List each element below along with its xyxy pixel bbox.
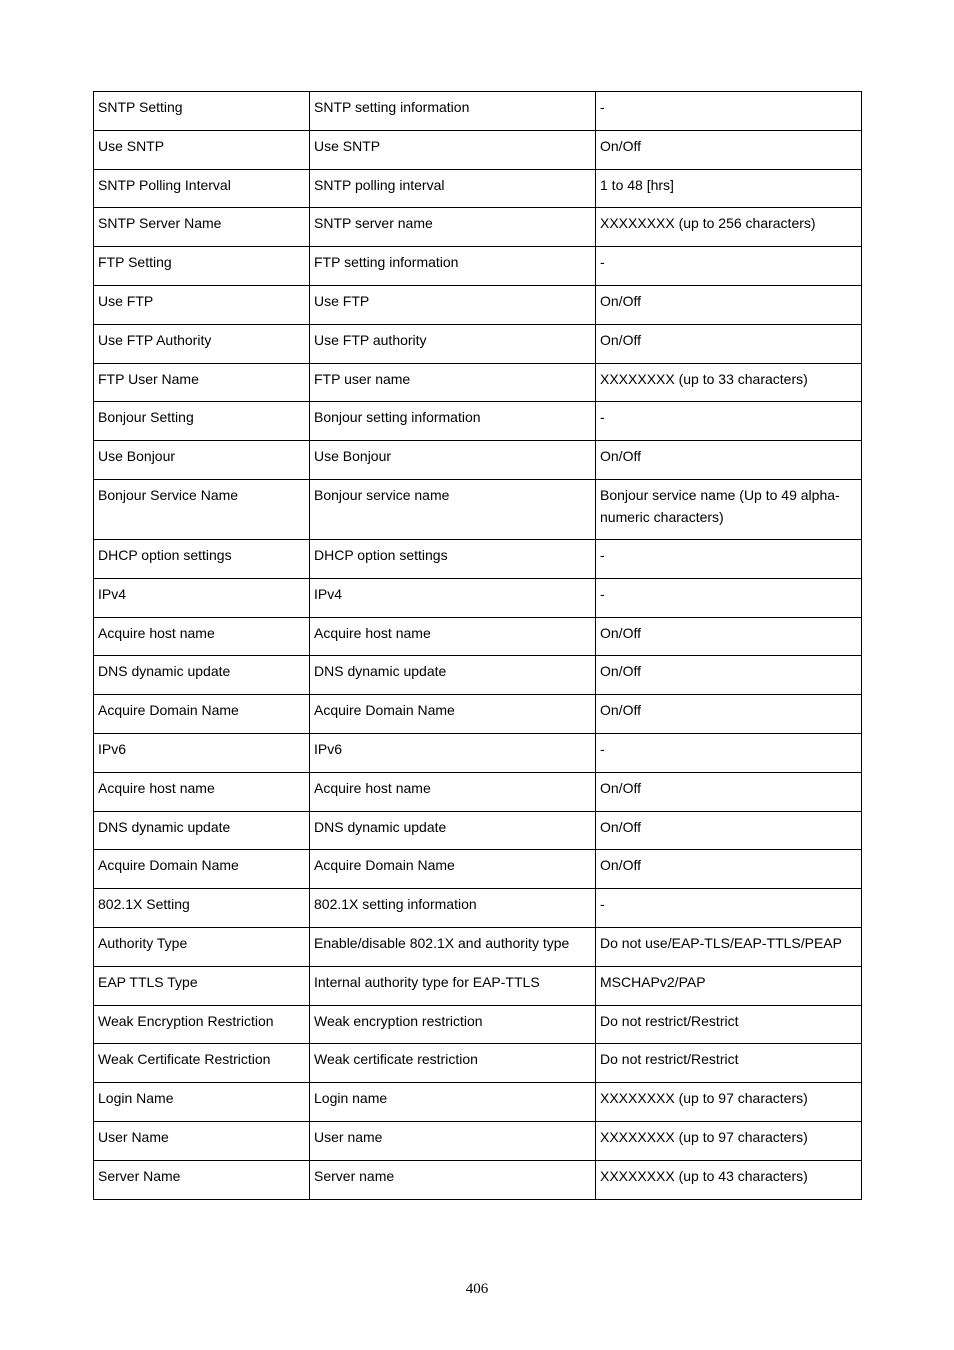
table-row [94,130,862,169]
setting-name-cell: Use FTP Authority [94,324,310,363]
table-row [94,850,862,889]
setting-name-cell: DHCP option settings [94,539,310,578]
setting-name-cell: Acquire host name [94,617,310,656]
table-row [94,539,862,578]
setting-value-cell: On/Off [596,617,862,656]
setting-name-cell: Authority Type [94,927,310,966]
setting-description-cell: SNTP server name [310,208,596,247]
table-row [94,656,862,695]
setting-description-cell: Login name [310,1083,596,1122]
setting-name-cell: Use Bonjour [94,441,310,480]
setting-name-cell: Login Name [94,1083,310,1122]
setting-name-cell: Weak Certificate Restriction [94,1044,310,1083]
setting-description-cell: DHCP option settings [310,539,596,578]
setting-value-cell: On/Off [596,811,862,850]
table-row [94,695,862,734]
setting-name-cell: SNTP Server Name [94,208,310,247]
setting-value-cell: - [596,539,862,578]
table-row [94,966,862,1005]
table-row [94,578,862,617]
setting-name-cell: FTP Setting [94,247,310,286]
setting-description-cell: Acquire host name [310,617,596,656]
setting-name-cell: Acquire Domain Name [94,695,310,734]
setting-description-cell: SNTP setting information [310,92,596,131]
setting-name-cell: IPv4 [94,578,310,617]
setting-description-cell: FTP setting information [310,247,596,286]
setting-value-cell: On/Off [596,324,862,363]
setting-name-cell: Acquire host name [94,772,310,811]
table-row [94,285,862,324]
table-row [94,169,862,208]
table-row [94,927,862,966]
setting-value-cell: Do not restrict/Restrict [596,1044,862,1083]
setting-value-cell: On/Off [596,130,862,169]
table-row [94,402,862,441]
table-row [94,1160,862,1199]
setting-name-cell: Weak Encryption Restriction [94,1005,310,1044]
setting-value-cell: - [596,733,862,772]
setting-name-cell: DNS dynamic update [94,811,310,850]
setting-name-cell: Use SNTP [94,130,310,169]
setting-value-cell: 1 to 48 [hrs] [596,169,862,208]
setting-description-cell: FTP user name [310,363,596,402]
table-row [94,363,862,402]
setting-name-cell: Bonjour Service Name [94,479,310,539]
setting-description-cell: SNTP polling interval [310,169,596,208]
setting-name-cell: Acquire Domain Name [94,850,310,889]
setting-description-cell: Use Bonjour [310,441,596,480]
setting-value-cell: MSCHAPv2/PAP [596,966,862,1005]
setting-description-cell: Server name [310,1160,596,1199]
page-number: 406 [465,1281,489,1297]
setting-description-cell: User name [310,1121,596,1160]
setting-description-cell: Bonjour setting information [310,402,596,441]
setting-value-cell: - [596,889,862,928]
setting-value-cell: Do not use/EAP-TLS/EAP-TTLS/PEAP [596,927,862,966]
table-row [94,889,862,928]
setting-value-cell: XXXXXXXX (up to 97 characters) [596,1083,862,1122]
table-row [94,441,862,480]
table-row [94,1083,862,1122]
setting-value-cell: XXXXXXXX (up to 33 characters) [596,363,862,402]
setting-description-cell: DNS dynamic update [310,656,596,695]
setting-value-cell: On/Off [596,441,862,480]
setting-value-cell: XXXXXXXX (up to 97 characters) [596,1121,862,1160]
setting-description-cell: Enable/disable 802.1X and authority type [310,927,596,966]
setting-description-cell: IPv4 [310,578,596,617]
setting-value-cell: XXXXXXXX (up to 256 characters) [596,208,862,247]
setting-description-cell: Internal authority type for EAP-TTLS [310,966,596,1005]
setting-name-cell: IPv6 [94,733,310,772]
table-row [94,1044,862,1083]
setting-name-cell: SNTP Polling Interval [94,169,310,208]
setting-value-cell: - [596,247,862,286]
setting-name-cell: FTP User Name [94,363,310,402]
setting-value-cell: Do not restrict/Restrict [596,1005,862,1044]
setting-value-cell: On/Off [596,850,862,889]
setting-value-cell: On/Off [596,656,862,695]
setting-description-cell: Acquire Domain Name [310,850,596,889]
table-row [94,479,862,539]
settings-table-body [94,92,862,1200]
table-row [94,208,862,247]
setting-description-cell: Bonjour service name [310,479,596,539]
table-row [94,772,862,811]
setting-value-cell: - [596,92,862,131]
setting-description-cell: Weak certificate restriction [310,1044,596,1083]
setting-name-cell: DNS dynamic update [94,656,310,695]
setting-name-cell: 802.1X Setting [94,889,310,928]
setting-value-cell: - [596,402,862,441]
setting-description-cell: Use FTP authority [310,324,596,363]
table-row [94,247,862,286]
setting-value-cell: XXXXXXXX (up to 43 characters) [596,1160,862,1199]
table-row [94,324,862,363]
setting-value-cell: - [596,578,862,617]
setting-value-cell: On/Off [596,772,862,811]
setting-description-cell: DNS dynamic update [310,811,596,850]
table-row [94,92,862,131]
setting-name-cell: EAP TTLS Type [94,966,310,1005]
table-row [94,1005,862,1044]
setting-description-cell: IPv6 [310,733,596,772]
setting-description-cell: Use SNTP [310,130,596,169]
setting-description-cell: Use FTP [310,285,596,324]
table-row [94,811,862,850]
setting-description-cell: Weak encryption restriction [310,1005,596,1044]
setting-value-cell: Bonjour service name (Up to 49 alpha-numeric characters) [596,479,862,539]
table-row [94,617,862,656]
settings-table [93,91,862,1200]
table-row [94,733,862,772]
setting-name-cell: User Name [94,1121,310,1160]
setting-value-cell: On/Off [596,285,862,324]
setting-name-cell: SNTP Setting [94,92,310,131]
setting-description-cell: Acquire Domain Name [310,695,596,734]
setting-name-cell: Bonjour Setting [94,402,310,441]
setting-name-cell: Server Name [94,1160,310,1199]
setting-name-cell: Use FTP [94,285,310,324]
setting-value-cell: On/Off [596,695,862,734]
table-row [94,1121,862,1160]
setting-description-cell: 802.1X setting information [310,889,596,928]
setting-description-cell: Acquire host name [310,772,596,811]
